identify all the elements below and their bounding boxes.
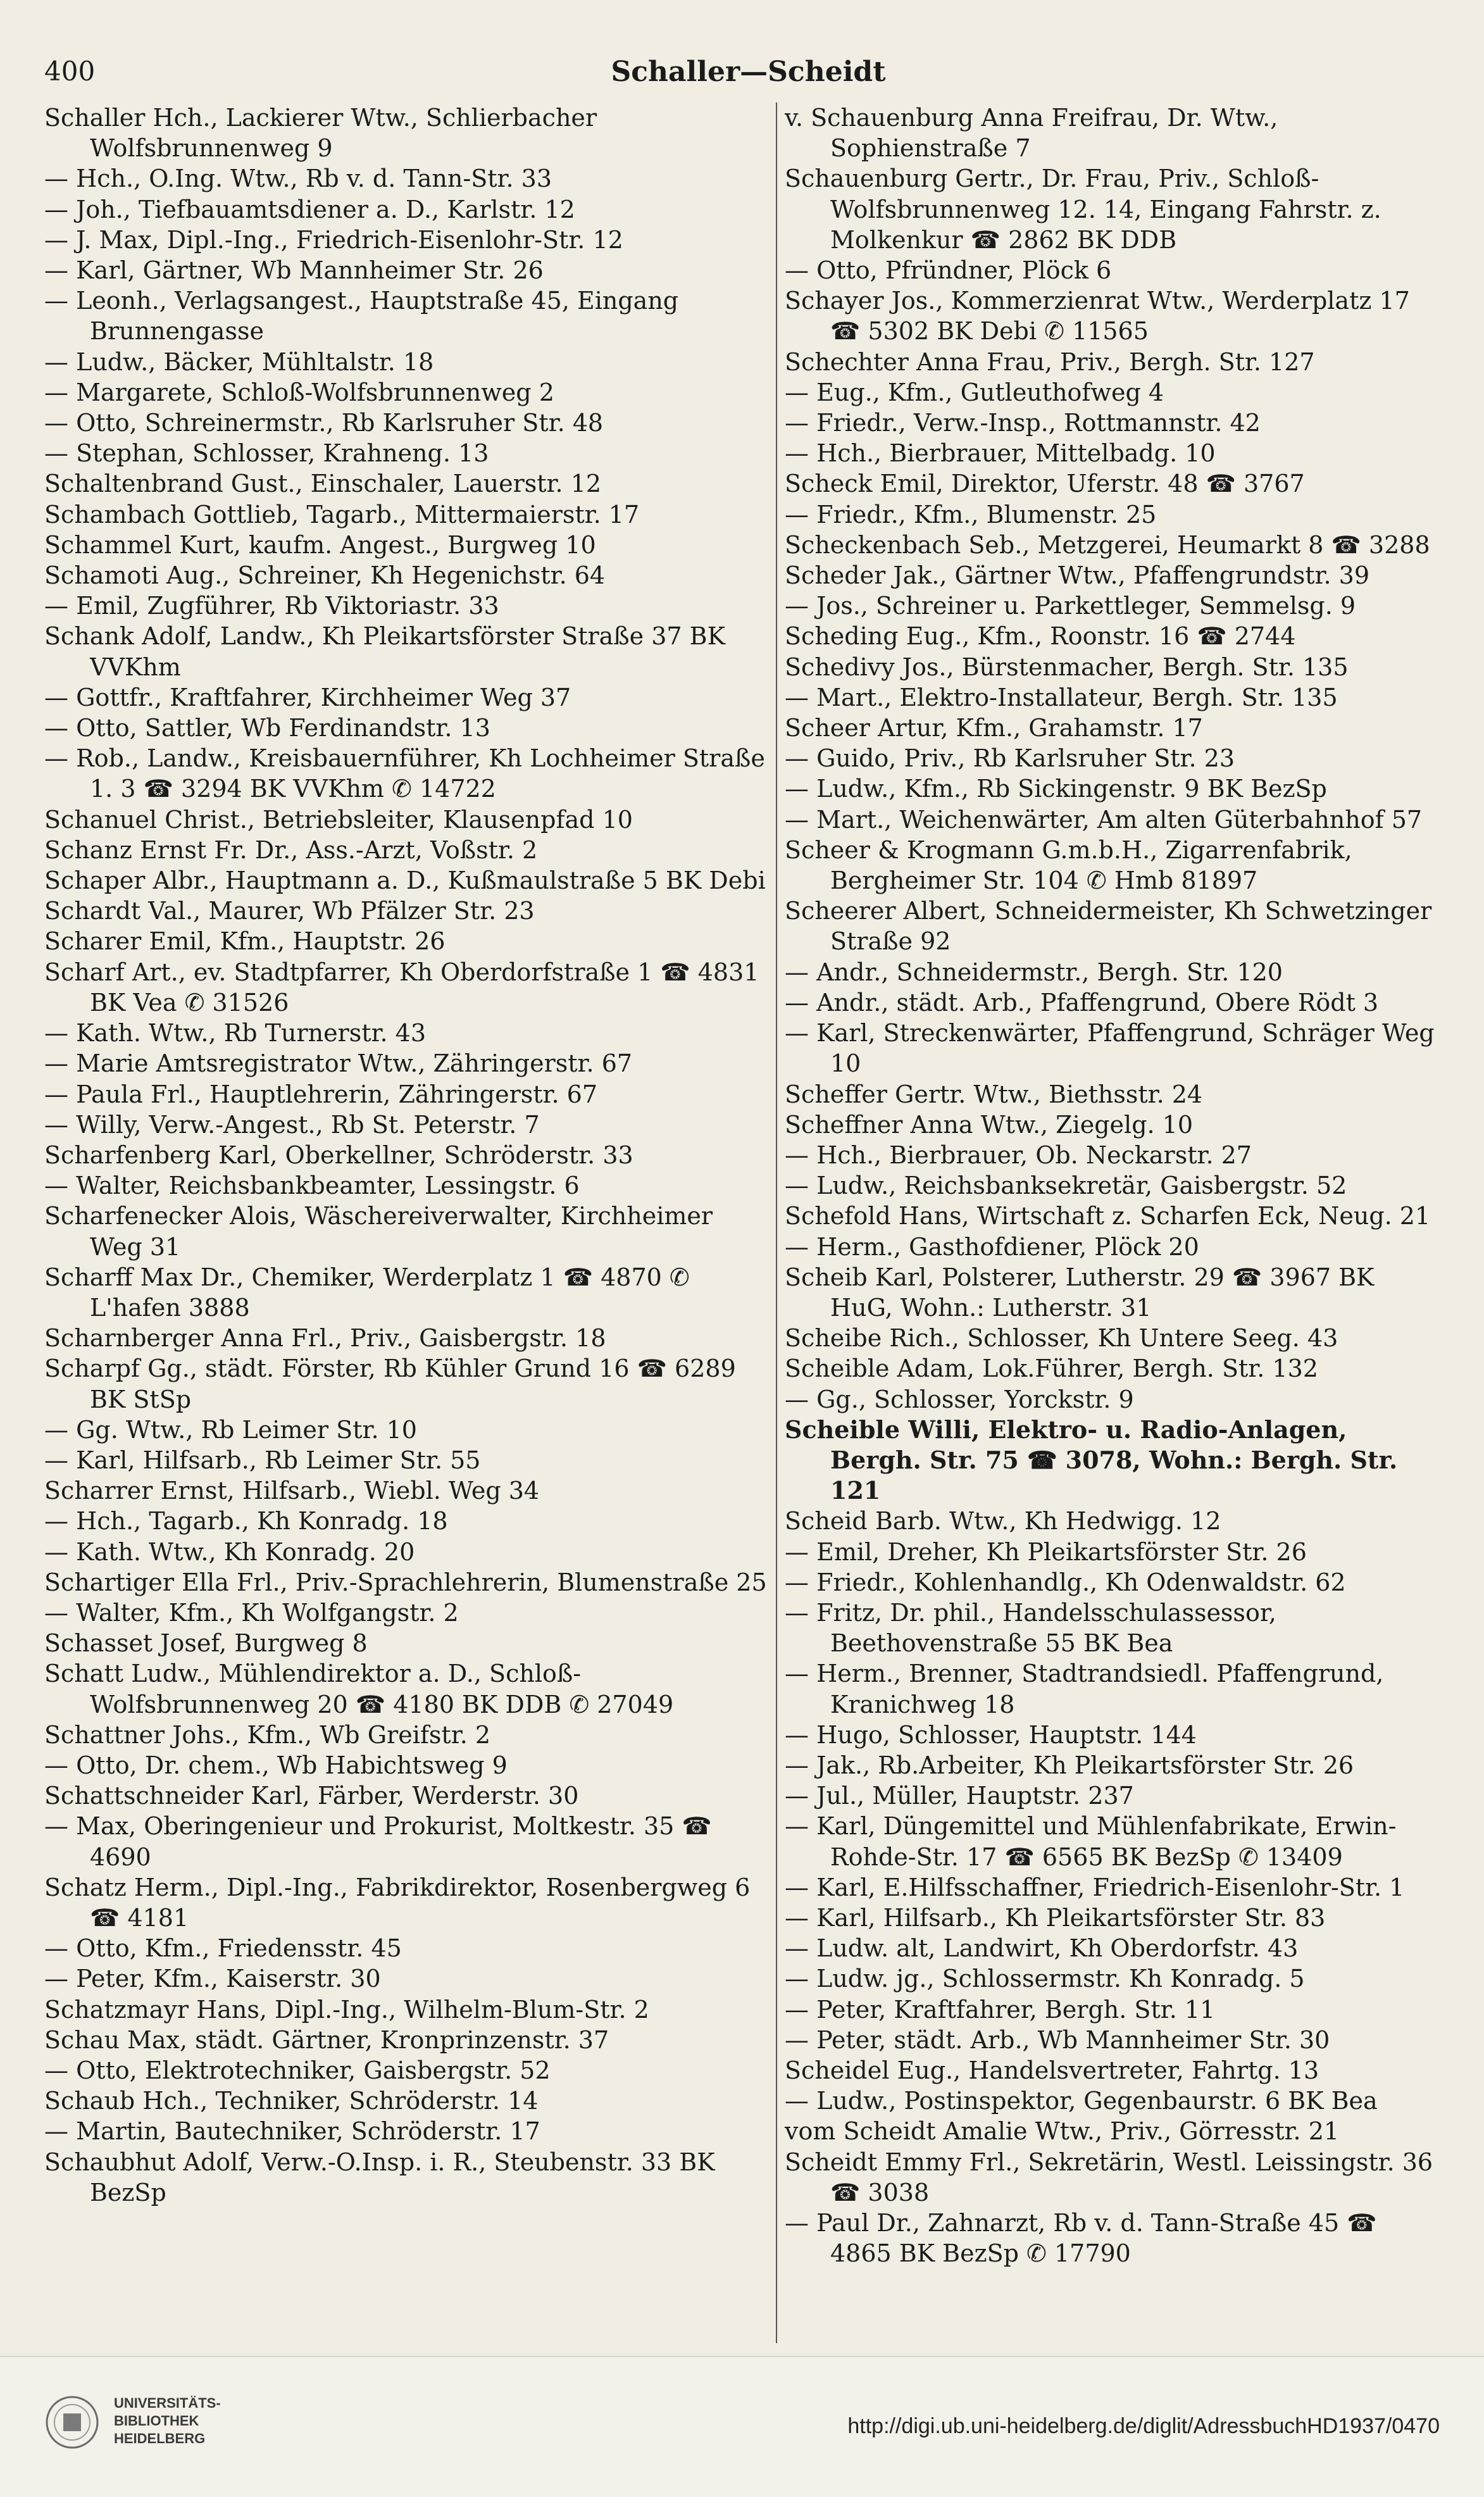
directory-entry: — Friedr., Kfm., Blumenstr. 25 [785,500,1157,529]
directory-entry: — Otto, Pfründner, Plöck 6 [785,256,1112,285]
directory-entry: — Herm., Brenner, Stadtrandsiedl. Pfaffengrund, Kranichweg 18 [785,1660,1384,1718]
directory-entry: — Ludw. alt, Landwirt, Kh Oberdorfstr. 43 [785,1934,1299,1963]
directory-entry: — Peter, städt. Arb., Wb Mannheimer Str. 30 [785,2025,1330,2054]
directory-entry: — Otto, Schreinermstr., Rb Karlsruher Str. 48 [44,409,604,437]
library-emblem-icon [44,2394,100,2450]
directory-entry: Scheid Barb. Wtw., Kh Hedwigg. 12 [785,1507,1221,1536]
directory-entry: — Ludw., Postinspektor, Gegenbaurstr. 6 BK Bea [785,2087,1378,2115]
directory-entry: — Herm., Gasthofdiener, Plöck 20 [785,1232,1199,1261]
directory-entry: — Otto, Elektrotechniker, Gaisbergstr. 52 [44,2056,551,2084]
directory-entry: — Guido, Priv., Rb Karlsruher Str. 23 [785,744,1235,773]
directory-entry: — Martin, Bautechniker, Schröderstr. 17 [44,2117,540,2146]
library-name-line: BIBLIOTHEK [114,2413,199,2429]
directory-entry: — Hch., Bierbrauer, Mittelbadg. 10 [785,439,1216,468]
directory-entry: Scheible Adam, Lok.Führer, Bergh. Str. 132 [785,1355,1318,1383]
directory-entry: — Paula Frl., Hauptlehrerin, Zähringerstr. 67 [44,1080,598,1108]
directory-entry: Schefold Hans, Wirtschaft z. Scharfen Eck, Neug. 21 [785,1202,1431,1230]
directory-entry: Schanz Ernst Fr. Dr., Ass.-Arzt, Voßstr. 2 [44,835,538,864]
directory-entry: Scheffner Anna Wtw., Ziegelg. 10 [785,1110,1194,1139]
directory-entry: — Walter, Kfm., Kh Wolfgangstr. 2 [44,1598,459,1627]
directory-entry: Schechter Anna Frau, Priv., Bergh. Str. 127 [785,347,1315,376]
directory-entry: — Kath. Wtw., Kh Konradg. 20 [44,1537,415,1566]
library-name [114,2394,221,2448]
directory-entry: Scheib Karl, Polsterer, Lutherstr. 29 ☎ 3967 BK HuG, Wohn.: Lutherstr. 31 [785,1263,1375,1322]
directory-entry: — Jos., Schreiner u. Parkettleger, Semmelsg. 9 [785,592,1356,620]
directory-entry: — Ludw., Reichsbanksekretär, Gaisbergstr. 52 [785,1172,1347,1200]
directory-entry: Scheckenbach Seb., Metzgerei, Heumarkt 8 ☎ 3288 [785,530,1430,559]
directory-entry: Schaubhut Adolf, Verw.-O.Insp. i. R., Steubenstr. 33 BK BezSp [44,2148,715,2206]
directory-entry: Scheibe Rich., Schlosser, Kh Untere Seeg. 43 [785,1324,1338,1353]
directory-entry: — Kath. Wtw., Rb Turnerstr. 43 [44,1019,427,1048]
directory-entry: Scharpf Gg., städt. Förster, Rb Kühler Grund 16 ☎ 6289 BK StSp [44,1355,736,1413]
directory-entry: — Margarete, Schloß-Wolfsbrunnenweg 2 [44,378,554,406]
directory-entry: — Gg. Wtw., Rb Leimer Str. 10 [44,1415,417,1444]
directory-entry: — Hch., O.Ing. Wtw., Rb v. d. Tann-Str. 33 [44,165,552,193]
directory-entry: — Gottfr., Kraftfahrer, Kirchheimer Weg 37 [44,683,571,711]
directory-entry: Scharrer Ernst, Hilfsarb., Wiebl. Weg 34 [44,1477,540,1505]
directory-entry: — Walter, Reichsbankbeamter, Lessingstr. 6 [44,1172,580,1200]
directory-entry: Scharnberger Anna Frl., Priv., Gaisbergstr. 18 [44,1324,606,1353]
directory-entry: Scheidel Eug., Handelsvertreter, Fahrtg. 13 [785,2056,1319,2084]
directory-entry: — Jak., Rb.Arbeiter, Kh Pleikartsförster Str. 26 [785,1751,1354,1779]
directory-entry: Schartiger Ella Frl., Priv.-Sprachlehrerin, Blumenstraße 25 [44,1568,767,1596]
directory-entry: — Otto, Dr. chem., Wb Habichtsweg 9 [44,1751,508,1779]
directory-entry: — Friedr., Verw.-Insp., Rottmannstr. 42 [785,409,1261,437]
directory-entry: Scharff Max Dr., Chemiker, Werderplatz 1 ☎ 4870 ✆ L'hafen 3888 [44,1263,690,1322]
directory-entry: — Ludw. jg., Schlossermstr. Kh Konradg. 5 [785,1965,1305,1993]
directory-entry: Scheding Eug., Kfm., Roonstr. 16 ☎ 2744 [785,622,1296,651]
directory-entry: — Hugo, Schlosser, Hauptstr. 144 [785,1720,1197,1749]
directory-entry: vom Scheidt Amalie Wtw., Priv., Görresstr. 21 [785,2117,1340,2146]
directory-entry: Schambach Gottlieb, Tagarb., Mittermaierstr. 17 [44,500,640,529]
directory-entry: Schardt Val., Maurer, Wb Pfälzer Str. 23 [44,897,535,925]
page-header [44,56,1452,91]
directory-entry: Scheer Artur, Kfm., Grahamstr. 17 [785,714,1203,742]
directory-entry: — Friedr., Kohlenhandlg., Kh Odenwaldstr. 62 [785,1568,1346,1596]
directory-entry: — Stephan, Schlosser, Krahneng. 13 [44,439,489,468]
source-url[interactable]: http://digi.ub.uni-heidelberg.de/diglit/AdressbuchHD1937/0470 [847,2414,1440,2438]
directory-entry: Scheffer Gertr. Wtw., Biethsstr. 24 [785,1080,1203,1108]
directory-entry: Schamoti Aug., Schreiner, Kh Hegenichstr. 64 [44,561,606,590]
directory-entry: — Marie Amtsregistrator Wtw., Zähringerstr. 67 [44,1049,633,1078]
directory-entry: — Ludw., Kfm., Rb Sickingenstr. 9 BK BezSp [785,775,1327,803]
library-name-line: UNIVERSITÄTS- [114,2395,221,2411]
directory-entry: Schaper Albr., Hauptmann a. D., Kußmaulstraße 5 BK Debi [44,867,766,895]
directory-entry: — Andr., städt. Arb., Pfaffengrund, Obere Rödt 3 [785,988,1379,1017]
directory-entry: Schasset Josef, Burgweg 8 [44,1629,368,1658]
left-column [44,103,771,2208]
running-head: Schaller—Scheidt [611,56,886,88]
directory-entry: — Jul., Müller, Hauptstr. 237 [785,1782,1134,1810]
directory-entry: Scharf Art., ev. Stadtpfarrer, Kh Oberdorfstraße 1 ☎ 4831 BK Vea ✆ 31526 [44,958,759,1017]
directory-entry: — Karl, Gärtner, Wb Mannheimer Str. 26 [44,256,544,285]
directory-entry: — Karl, Hilfsarb., Kh Pleikartsförster Str. 83 [785,1903,1326,1932]
directory-entry: — Otto, Sattler, Wb Ferdinandstr. 13 [44,714,490,742]
directory-entry: — Joh., Tiefbauamtsdiener a. D., Karlstr. 12 [44,195,575,223]
directory-entry: — Max, Oberingenieur und Prokurist, Moltkestr. 35 ☎ 4690 [44,1812,712,1871]
directory-entry: Schattschneider Karl, Färber, Werderstr. 30 [44,1782,579,1810]
directory-entry: — Karl, Hilfsarb., Rb Leimer Str. 55 [44,1446,481,1474]
directory-entry: Scheible Willi, Elektro- u. Radio-Anlagen, Bergh. Str. 75 ☎ 3078, Wohn.: Bergh. Str. 121 [785,1415,1398,1505]
directory-entry: — Karl, E.Hilfsschaffner, Friedrich-Eisenlohr-Str. 1 [785,1873,1405,1901]
directory-entry: — Rob., Landw., Kreisbauernführer, Kh Lochheimer Straße 1. 3 ☎ 3294 BK VVKhm ✆ 14722 [44,744,765,803]
column-divider [776,103,777,2343]
directory-entry: — Mart., Elektro-Installateur, Bergh. Str. 135 [785,683,1338,711]
directory-entry: Schaller Hch., Lackierer Wtw., Schlierbacher Wolfsbrunnenweg 9 [44,104,597,163]
directory-entry: Schammel Kurt, kaufm. Angest., Burgweg 10 [44,530,596,559]
directory-entry: Scheder Jak., Gärtner Wtw., Pfaffengrundstr. 39 [785,561,1370,590]
directory-entry: Schattner Johs., Kfm., Wb Greifstr. 2 [44,1720,491,1749]
directory-entry: — Peter, Kfm., Kaiserstr. 30 [44,1965,381,1993]
directory-entry: v. Schauenburg Anna Freifrau, Dr. Wtw., Sophienstraße 7 [785,104,1278,163]
directory-entry: — Mart., Weichenwärter, Am alten Güterbahnhof 57 [785,805,1423,834]
directory-entry: Scharer Emil, Kfm., Hauptstr. 26 [44,927,446,956]
directory-entry: — Andr., Schneidermstr., Bergh. Str. 120 [785,958,1283,986]
directory-entry: Schauenburg Gertr., Dr. Frau, Priv., Schloß-Wolfsbrunnenweg 12. 14, Eingang Fahrstr. z. Molkenkur ☎ 2862 BK DDB [785,165,1381,254]
library-logo [44,2386,221,2468]
directory-entry: Schayer Jos., Kommerzienrat Wtw., Werderplatz 17 ☎ 5302 BK Debi ✆ 11565 [785,287,1410,346]
directory-entry: Schedivy Jos., Bürstenmacher, Bergh. Str. 135 [785,653,1349,681]
directory-entry: — Hch., Bierbrauer, Ob. Neckarstr. 27 [785,1141,1252,1169]
directory-entry: Scheer & Krogmann G.m.b.H., Zigarrenfabrik, Bergheimer Str. 104 ✆ Hmb 81897 [785,835,1352,895]
directory-entry: Scharfenecker Alois, Wäschereiverwalter, Kirchheimer Weg 31 [44,1202,713,1261]
directory-entry: — Emil, Zugführer, Rb Viktoriastr. 33 [44,592,499,620]
directory-entry: — Leonh., Verlagsangest., Hauptstraße 45, Eingang Brunnengasse [44,287,679,346]
directory-entry: — Peter, Kraftfahrer, Bergh. Str. 11 [785,1995,1216,2024]
directory-entry: Schanuel Christ., Betriebsleiter, Klausenpfad 10 [44,805,633,834]
directory-entry: Schau Max, städt. Gärtner, Kronprinzenstr. 37 [44,2025,609,2054]
directory-entry: — J. Max, Dipl.-Ing., Friedrich-Eisenlohr-Str. 12 [44,225,623,254]
directory-entry: Scharfenberg Karl, Oberkellner, Schröderstr. 33 [44,1141,633,1169]
directory-entry: Scheerer Albert, Schneidermeister, Kh Schwetzinger Straße 92 [785,897,1432,956]
directory-entry: Schaub Hch., Techniker, Schröderstr. 14 [44,2087,539,2115]
directory-entry: — Gg., Schlosser, Yorckstr. 9 [785,1385,1134,1413]
right-column [785,103,1443,2269]
directory-entry: — Karl, Düngemittel und Mühlenfabrikate, Erwin-Rohde-Str. 17 ☎ 6565 BK BezSp ✆ 13409 [785,1812,1397,1871]
footer [0,2356,1484,2497]
directory-entry: Schatt Ludw., Mühlendirektor a. D., Schloß-Wolfsbrunnenweg 20 ☎ 4180 BK DDB ✆ 27049 [44,1660,674,1718]
directory-entry: Schatzmayr Hans, Dipl.-Ing., Wilhelm-Blum-Str. 2 [44,1995,649,2024]
directory-entry: — Eug., Kfm., Gutleuthofweg 4 [785,378,1164,406]
library-name-line: HEIDELBERG [114,2431,206,2446]
directory-entry: — Otto, Kfm., Friedensstr. 45 [44,1934,402,1963]
directory-entry: — Emil, Dreher, Kh Pleikartsförster Str. 26 [785,1537,1307,1566]
directory-entry: Scheidt Emmy Frl., Sekretärin, Westl. Leissingstr. 36 ☎ 3038 [785,2148,1433,2206]
directory-entry: — Fritz, Dr. phil., Handelsschulassessor, Beethovenstraße 55 BK Bea [785,1598,1276,1658]
directory-entry: Schatz Herm., Dipl.-Ing., Fabrikdirektor, Rosenbergweg 6 ☎ 4181 [44,1873,751,1932]
directory-entry: — Karl, Streckenwärter, Pfaffengrund, Schräger Weg 10 [785,1019,1435,1078]
directory-entry: — Willy, Verw.-Angest., Rb St. Peterstr. 7 [44,1110,540,1139]
directory-entry: Schaltenbrand Gust., Einschaler, Lauerstr. 12 [44,470,602,498]
page-number: 400 [44,56,96,87]
directory-entry: Schank Adolf, Landw., Kh Pleikartsförster Straße 37 BK VVKhm [44,622,725,681]
directory-entry: — Ludw., Bäcker, Mühltalstr. 18 [44,347,434,376]
directory-entry: — Paul Dr., Zahnarzt, Rb v. d. Tann-Straße 45 ☎ 4865 BK BezSp ✆ 17790 [785,2209,1377,2268]
directory-entry: Scheck Emil, Direktor, Uferstr. 48 ☎ 3767 [785,470,1305,498]
directory-entry: — Hch., Tagarb., Kh Konradg. 18 [44,1507,448,1536]
